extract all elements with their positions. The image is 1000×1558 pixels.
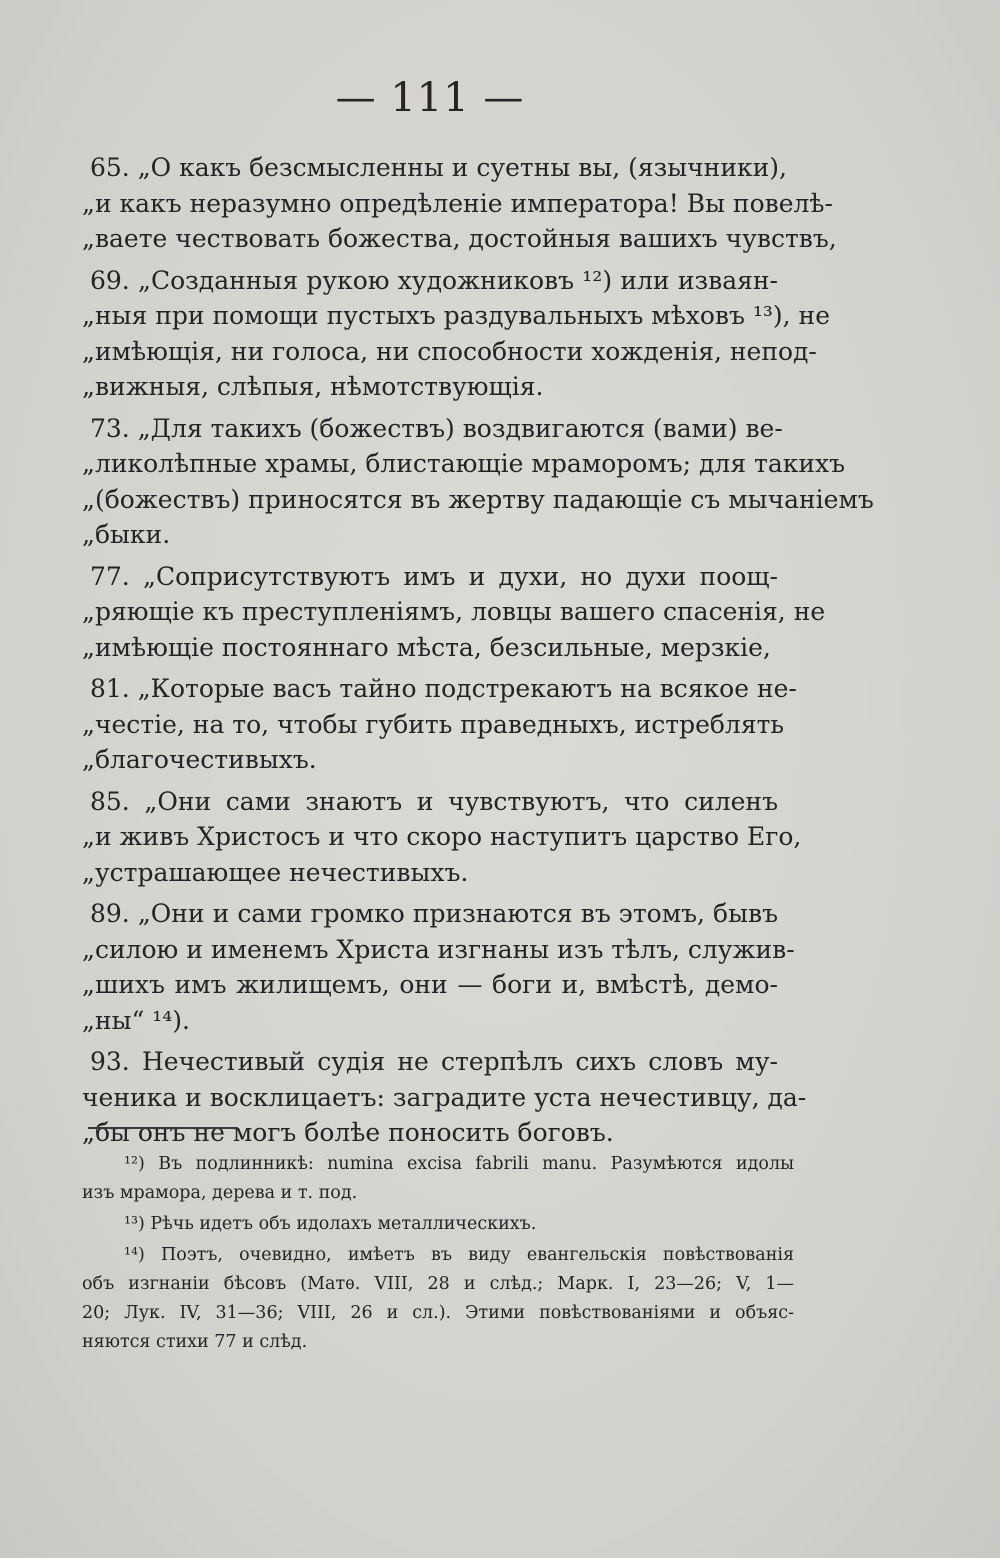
stanza [82,263,830,405]
text-line: „устрашающее нечестивыхъ. [82,857,469,887]
text-line: ченика и восклицаетъ: заградите уста нечестивцу, да- [82,1082,807,1112]
page-number: — 111 — [335,75,525,121]
text-line: „вижныя, слѣпыя, нѣмотствующія. [82,372,544,401]
text-line: „ваете чествовать божества, достойныя вашихъ чувствъ, [82,224,837,253]
text-line: „имѣющія, ни голоса, ни способности хожденія, непод- [82,336,817,366]
text-line: „честіе, на то, чтобы губить праведныхъ, истреблять [82,709,785,739]
stanza [82,559,826,666]
text-line: 65. „О какъ безсмысленны и суетны вы, (язычники), [90,153,787,182]
footnote [82,1241,794,1357]
text-line: „и какъ неразумно опредѣленіе императора! Вы повелѣ- [82,188,833,218]
footnote-line: ¹⁴) Поэтъ, очевидно, имѣетъ въ виду евангельскія повѣствованія [124,1245,794,1265]
footnote-divider [88,1127,238,1129]
footnotes [82,1150,794,1359]
poem-body [82,150,874,1157]
text-line: 85. „Они сами знаютъ и чувствуютъ, что силенъ [90,786,778,816]
footnote-line: ¹²) Въ подлинникѣ: numina excisa fabrili manu. Разумѣются идолы [124,1154,794,1174]
footnote-line: изъ мрамора, дерева и т. под. [82,1183,358,1203]
text-line: „благочестивыхъ. [82,745,317,774]
footnote-line: няются стихи 77 и слѣд. [82,1332,308,1352]
text-line: 93. Нечестивый судія не стерпѣлъ сихъ словъ му- [90,1047,778,1076]
text-line: „имѣющіе постояннаго мѣста, безсильные, мерзкіе, [82,632,771,662]
text-line: 69. „Созданныя рукою художниковъ ¹²) или изваян- [90,265,778,295]
footnote-line: 20; Лук. IV, 31—36; VIII, 26 и сл.). Этими повѣствованіями и объяс- [82,1303,794,1323]
text-line: 77. „Соприсутствуютъ имъ и духи, но духи поощ- [90,561,778,591]
text-line: „(божествъ) приносятся въ жертву падающіе съ мычаніемъ [82,484,874,514]
footnote [82,1150,794,1208]
stanza [82,671,797,778]
stanza [82,784,802,891]
text-line: „ныя при помощи пустыхъ раздувальныхъ мѣховъ ¹³), не [82,301,830,330]
text-line: „бы онъ не могъ болѣе поносить боговъ. [82,1118,614,1147]
footnote-line: ¹³) Рѣчь идетъ объ идолахъ металлическихъ. [124,1214,537,1234]
text-line: „шихъ имъ жилищемъ, они — боги и, вмѣстѣ, демо- [82,970,778,999]
stanza [82,411,874,553]
text-line: 81. „Которые васъ тайно подстрекаютъ на всякое не- [90,674,797,703]
text-line: „ны“ ¹⁴). [82,1005,190,1035]
text-line: „быки. [82,520,171,549]
stanza [82,896,795,1038]
text-line: „ряющіе къ преступленіямъ, ловцы вашего спасенія, не [82,597,826,626]
footnote [82,1210,794,1239]
stanza [82,150,837,257]
footnote-line: объ изгнаніи бѣсовъ (Матѳ. VIII, 28 и слѣд.; Марк. I, 23—26; V, 1— [82,1274,794,1294]
text-line: 73. „Для такихъ (божествъ) воздвигаются (вами) ве- [90,413,783,443]
stanza [82,1044,807,1151]
text-line: 89. „Они и сами громко признаются въ этомъ, бывъ [90,899,778,928]
text-line: „и живъ Христосъ и что скоро наступитъ царство Его, [82,822,802,851]
text-line: „силою и именемъ Христа изгнаны изъ тѣлъ, служив- [82,934,795,964]
text-line: „ликолѣпные храмы, блистающіе мраморомъ; для такихъ [82,449,846,478]
